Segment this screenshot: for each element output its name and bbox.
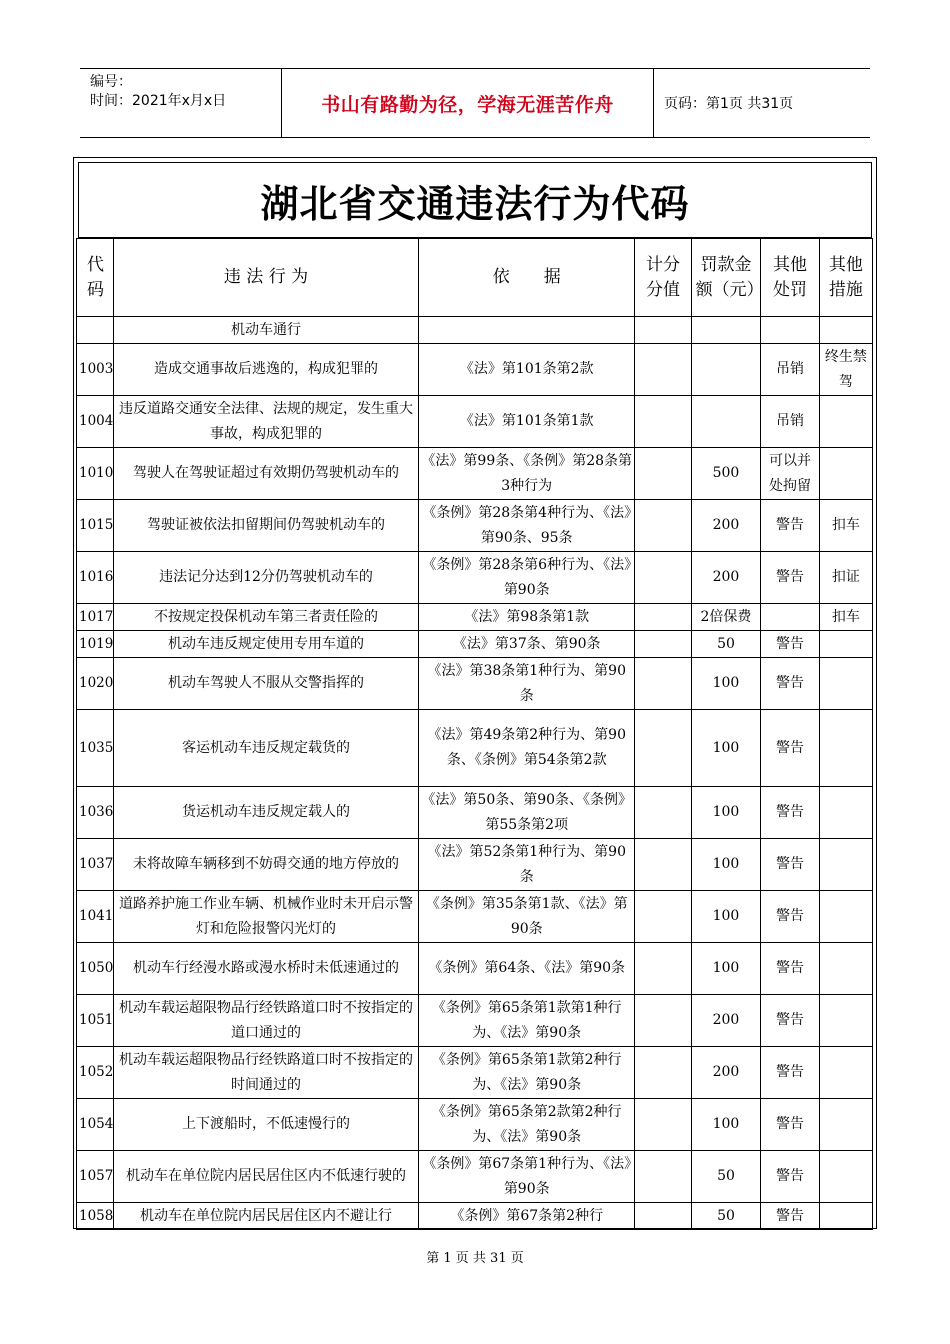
basis-cell: 《条例》第65条第1款第2种行为、《法》第90条 xyxy=(419,1047,635,1099)
col-header-basis: 依 据 xyxy=(419,239,635,317)
other-measure-cell xyxy=(819,631,872,658)
points-cell xyxy=(635,710,691,787)
section-title: 机动车通行 xyxy=(113,317,418,344)
fine-cell: 100 xyxy=(691,839,761,891)
table-row xyxy=(77,448,873,500)
table-row xyxy=(77,631,873,658)
table-row xyxy=(77,604,873,631)
code-cell: 1054 xyxy=(77,1099,114,1151)
fine-cell xyxy=(691,396,761,448)
points-cell xyxy=(635,1151,691,1203)
points-cell xyxy=(635,552,691,604)
fine-cell: 100 xyxy=(691,1099,761,1151)
col-header-measure: 其他措施 xyxy=(819,239,872,317)
other-measure-cell: 扣车 xyxy=(819,500,872,552)
fine-cell: 100 xyxy=(691,658,761,710)
other-measure-cell xyxy=(819,1203,872,1230)
description-cell: 上下渡船时，不低速慢行的 xyxy=(113,1099,418,1151)
basis-cell: 《条例》第28条第6种行为、《法》第90条 xyxy=(419,552,635,604)
table-header-row xyxy=(77,239,873,317)
description-cell: 未将故障车辆移到不妨碍交通的地方停放的 xyxy=(113,839,418,891)
other-measure-cell xyxy=(819,891,872,943)
col-header-points: 计分分值 xyxy=(635,239,691,317)
description-cell: 机动车在单位院内居民居住区内不避让行 xyxy=(113,1203,418,1230)
fine-cell: 50 xyxy=(691,631,761,658)
other-penalty-cell: 警告 xyxy=(761,552,819,604)
fine-cell xyxy=(691,344,761,396)
code-cell: 1003 xyxy=(77,344,114,396)
points-cell xyxy=(635,1047,691,1099)
code-cell: 1020 xyxy=(77,658,114,710)
fine-cell: 200 xyxy=(691,500,761,552)
section-row xyxy=(77,317,873,344)
other-measure-cell xyxy=(819,396,872,448)
points-cell xyxy=(635,448,691,500)
other-penalty-cell: 吊销 xyxy=(761,344,819,396)
description-cell: 造成交通事故后逃逸的，构成犯罪的 xyxy=(113,344,418,396)
code-cell: 1010 xyxy=(77,448,114,500)
description-cell: 驾驶人在驾驶证超过有效期仍驾驶机动车的 xyxy=(113,448,418,500)
other-penalty-cell: 警告 xyxy=(761,1047,819,1099)
fine-cell: 200 xyxy=(691,1047,761,1099)
description-cell: 机动车违反规定使用专用车道的 xyxy=(113,631,418,658)
code-cell: 1058 xyxy=(77,1203,114,1230)
code-cell: 1035 xyxy=(77,710,114,787)
basis-cell: 《条例》第65条第2款第2种行为、《法》第90条 xyxy=(419,1099,635,1151)
other-measure-cell: 扣车 xyxy=(819,604,872,631)
fine-cell: 500 xyxy=(691,448,761,500)
points-cell xyxy=(635,1099,691,1151)
basis-cell: 《条例》第67条第1种行为、《法》第90条 xyxy=(419,1151,635,1203)
fine-cell: 100 xyxy=(691,943,761,995)
table-row xyxy=(77,839,873,891)
table-row xyxy=(77,891,873,943)
other-penalty-cell: 可以并处拘留 xyxy=(761,448,819,500)
fine-cell: 200 xyxy=(691,552,761,604)
points-cell xyxy=(635,631,691,658)
basis-cell: 《法》第98条第1款 xyxy=(419,604,635,631)
code-cell: 1041 xyxy=(77,891,114,943)
code-cell: 1017 xyxy=(77,604,114,631)
violation-code-table xyxy=(76,238,873,1230)
other-penalty-cell xyxy=(761,604,819,631)
points-cell xyxy=(635,943,691,995)
description-cell: 道路养护施工作业车辆、机械作业时未开启示警灯和危险报警闪光灯的 xyxy=(113,891,418,943)
basis-cell: 《法》第50条、第90条、《条例》第55条第2项 xyxy=(419,787,635,839)
description-cell: 机动车载运超限物品行经铁路道口时不按指定的道口通过的 xyxy=(113,995,418,1047)
number-label: 编号： xyxy=(90,74,132,90)
page-label: 页码：第1页 共31页 xyxy=(664,96,794,112)
basis-cell: 《条例》第35条第1款、《法》第90条 xyxy=(419,891,635,943)
other-penalty-cell: 警告 xyxy=(761,500,819,552)
points-cell xyxy=(635,787,691,839)
code-cell: 1052 xyxy=(77,1047,114,1099)
col-header-desc: 违 法 行 为 xyxy=(113,239,418,317)
col-header-other: 其他处罚 xyxy=(761,239,819,317)
other-measure-cell xyxy=(819,1099,872,1151)
description-cell: 货运机动车违反规定载人的 xyxy=(113,787,418,839)
description-cell: 机动车行经漫水路或漫水桥时未低速通过的 xyxy=(113,943,418,995)
points-cell xyxy=(635,396,691,448)
points-cell xyxy=(635,344,691,396)
other-penalty-cell: 警告 xyxy=(761,1099,819,1151)
code-cell: 1019 xyxy=(77,631,114,658)
other-penalty-cell: 警告 xyxy=(761,1203,819,1230)
col-header-fine: 罚款金额（元） xyxy=(691,239,761,317)
fine-cell: 2倍保费 xyxy=(691,604,761,631)
table-row xyxy=(77,787,873,839)
code-cell: 1004 xyxy=(77,396,114,448)
basis-cell: 《法》第38条第1种行为、第90条 xyxy=(419,658,635,710)
page-footer: 第 1 页 共 31 页 xyxy=(426,1251,524,1266)
points-cell xyxy=(635,839,691,891)
table-row xyxy=(77,396,873,448)
other-measure-cell: 终生禁驾 xyxy=(819,344,872,396)
basis-cell: 《法》第101条第2款 xyxy=(419,344,635,396)
other-measure-cell xyxy=(819,1151,872,1203)
points-cell xyxy=(635,604,691,631)
basis-cell: 《条例》第28条第4种行为、《法》第90条、95条 xyxy=(419,500,635,552)
other-measure-cell xyxy=(819,1047,872,1099)
other-penalty-cell: 吊销 xyxy=(761,396,819,448)
description-cell: 机动车驾驶人不服从交警指挥的 xyxy=(113,658,418,710)
fine-cell: 100 xyxy=(691,787,761,839)
fine-cell: 100 xyxy=(691,891,761,943)
basis-cell: 《条例》第67条第2种行 xyxy=(419,1203,635,1230)
fine-cell: 50 xyxy=(691,1203,761,1230)
other-penalty-cell: 警告 xyxy=(761,658,819,710)
code-cell: 1016 xyxy=(77,552,114,604)
table-row xyxy=(77,344,873,396)
points-cell xyxy=(635,891,691,943)
code-cell: 1015 xyxy=(77,500,114,552)
time-label: 时间：2021年x月x日 xyxy=(90,93,227,109)
other-penalty-cell: 警告 xyxy=(761,787,819,839)
points-cell xyxy=(635,1203,691,1230)
other-measure-cell xyxy=(819,995,872,1047)
description-cell: 违反道路交通安全法律、法规的规定，发生重大事故，构成犯罪的 xyxy=(113,396,418,448)
basis-cell: 《条例》第65条第1款第1种行为、《法》第90条 xyxy=(419,995,635,1047)
col-header-code: 代码 xyxy=(77,239,114,317)
table-row xyxy=(77,552,873,604)
document-frame xyxy=(73,157,877,1229)
fine-cell: 200 xyxy=(691,995,761,1047)
description-cell: 机动车载运超限物品行经铁路道口时不按指定的时间通过的 xyxy=(113,1047,418,1099)
header-meta xyxy=(80,69,282,137)
motto: 书山有路勤为径，学海无涯苦作舟 xyxy=(282,69,654,137)
description-cell: 客运机动车违反规定载货的 xyxy=(113,710,418,787)
document-title: 湖北省交通违法行为代码 xyxy=(78,162,872,238)
other-measure-cell xyxy=(819,448,872,500)
table-row xyxy=(77,710,873,787)
other-measure-cell xyxy=(819,943,872,995)
other-measure-cell xyxy=(819,710,872,787)
table-row xyxy=(77,995,873,1047)
points-cell xyxy=(635,658,691,710)
fine-cell: 50 xyxy=(691,1151,761,1203)
basis-cell: 《法》第52条第1种行为、第90条 xyxy=(419,839,635,891)
other-penalty-cell: 警告 xyxy=(761,710,819,787)
other-measure-cell xyxy=(819,787,872,839)
other-measure-cell: 扣证 xyxy=(819,552,872,604)
basis-cell: 《法》第101条第1款 xyxy=(419,396,635,448)
page-header xyxy=(80,68,870,138)
other-penalty-cell: 警告 xyxy=(761,1151,819,1203)
other-measure-cell xyxy=(819,839,872,891)
other-penalty-cell: 警告 xyxy=(761,631,819,658)
code-cell: 1057 xyxy=(77,1151,114,1203)
basis-cell: 《法》第99条、《条例》第28条第3种行为 xyxy=(419,448,635,500)
table-row xyxy=(77,1099,873,1151)
table-row xyxy=(77,1047,873,1099)
table-row xyxy=(77,658,873,710)
fine-cell: 100 xyxy=(691,710,761,787)
basis-cell: 《法》第37条、第90条 xyxy=(419,631,635,658)
code-cell: 1037 xyxy=(77,839,114,891)
table-row xyxy=(77,943,873,995)
other-measure-cell xyxy=(819,658,872,710)
code-cell: 1051 xyxy=(77,995,114,1047)
description-cell: 驾驶证被依法扣留期间仍驾驶机动车的 xyxy=(113,500,418,552)
table-row xyxy=(77,1151,873,1203)
code-cell: 1036 xyxy=(77,787,114,839)
code-cell: 1050 xyxy=(77,943,114,995)
table-row xyxy=(77,500,873,552)
points-cell xyxy=(635,995,691,1047)
basis-cell: 《条例》第64条、《法》第90条 xyxy=(419,943,635,995)
description-cell: 不按规定投保机动车第三者责任险的 xyxy=(113,604,418,631)
table-row xyxy=(77,1203,873,1230)
points-cell xyxy=(635,500,691,552)
description-cell: 机动车在单位院内居民居住区内不低速行驶的 xyxy=(113,1151,418,1203)
other-penalty-cell: 警告 xyxy=(761,839,819,891)
other-penalty-cell: 警告 xyxy=(761,891,819,943)
basis-cell: 《法》第49条第2种行为、第90条、《条例》第54条第2款 xyxy=(419,710,635,787)
other-penalty-cell: 警告 xyxy=(761,943,819,995)
description-cell: 违法记分达到12分仍驾驶机动车的 xyxy=(113,552,418,604)
other-penalty-cell: 警告 xyxy=(761,995,819,1047)
